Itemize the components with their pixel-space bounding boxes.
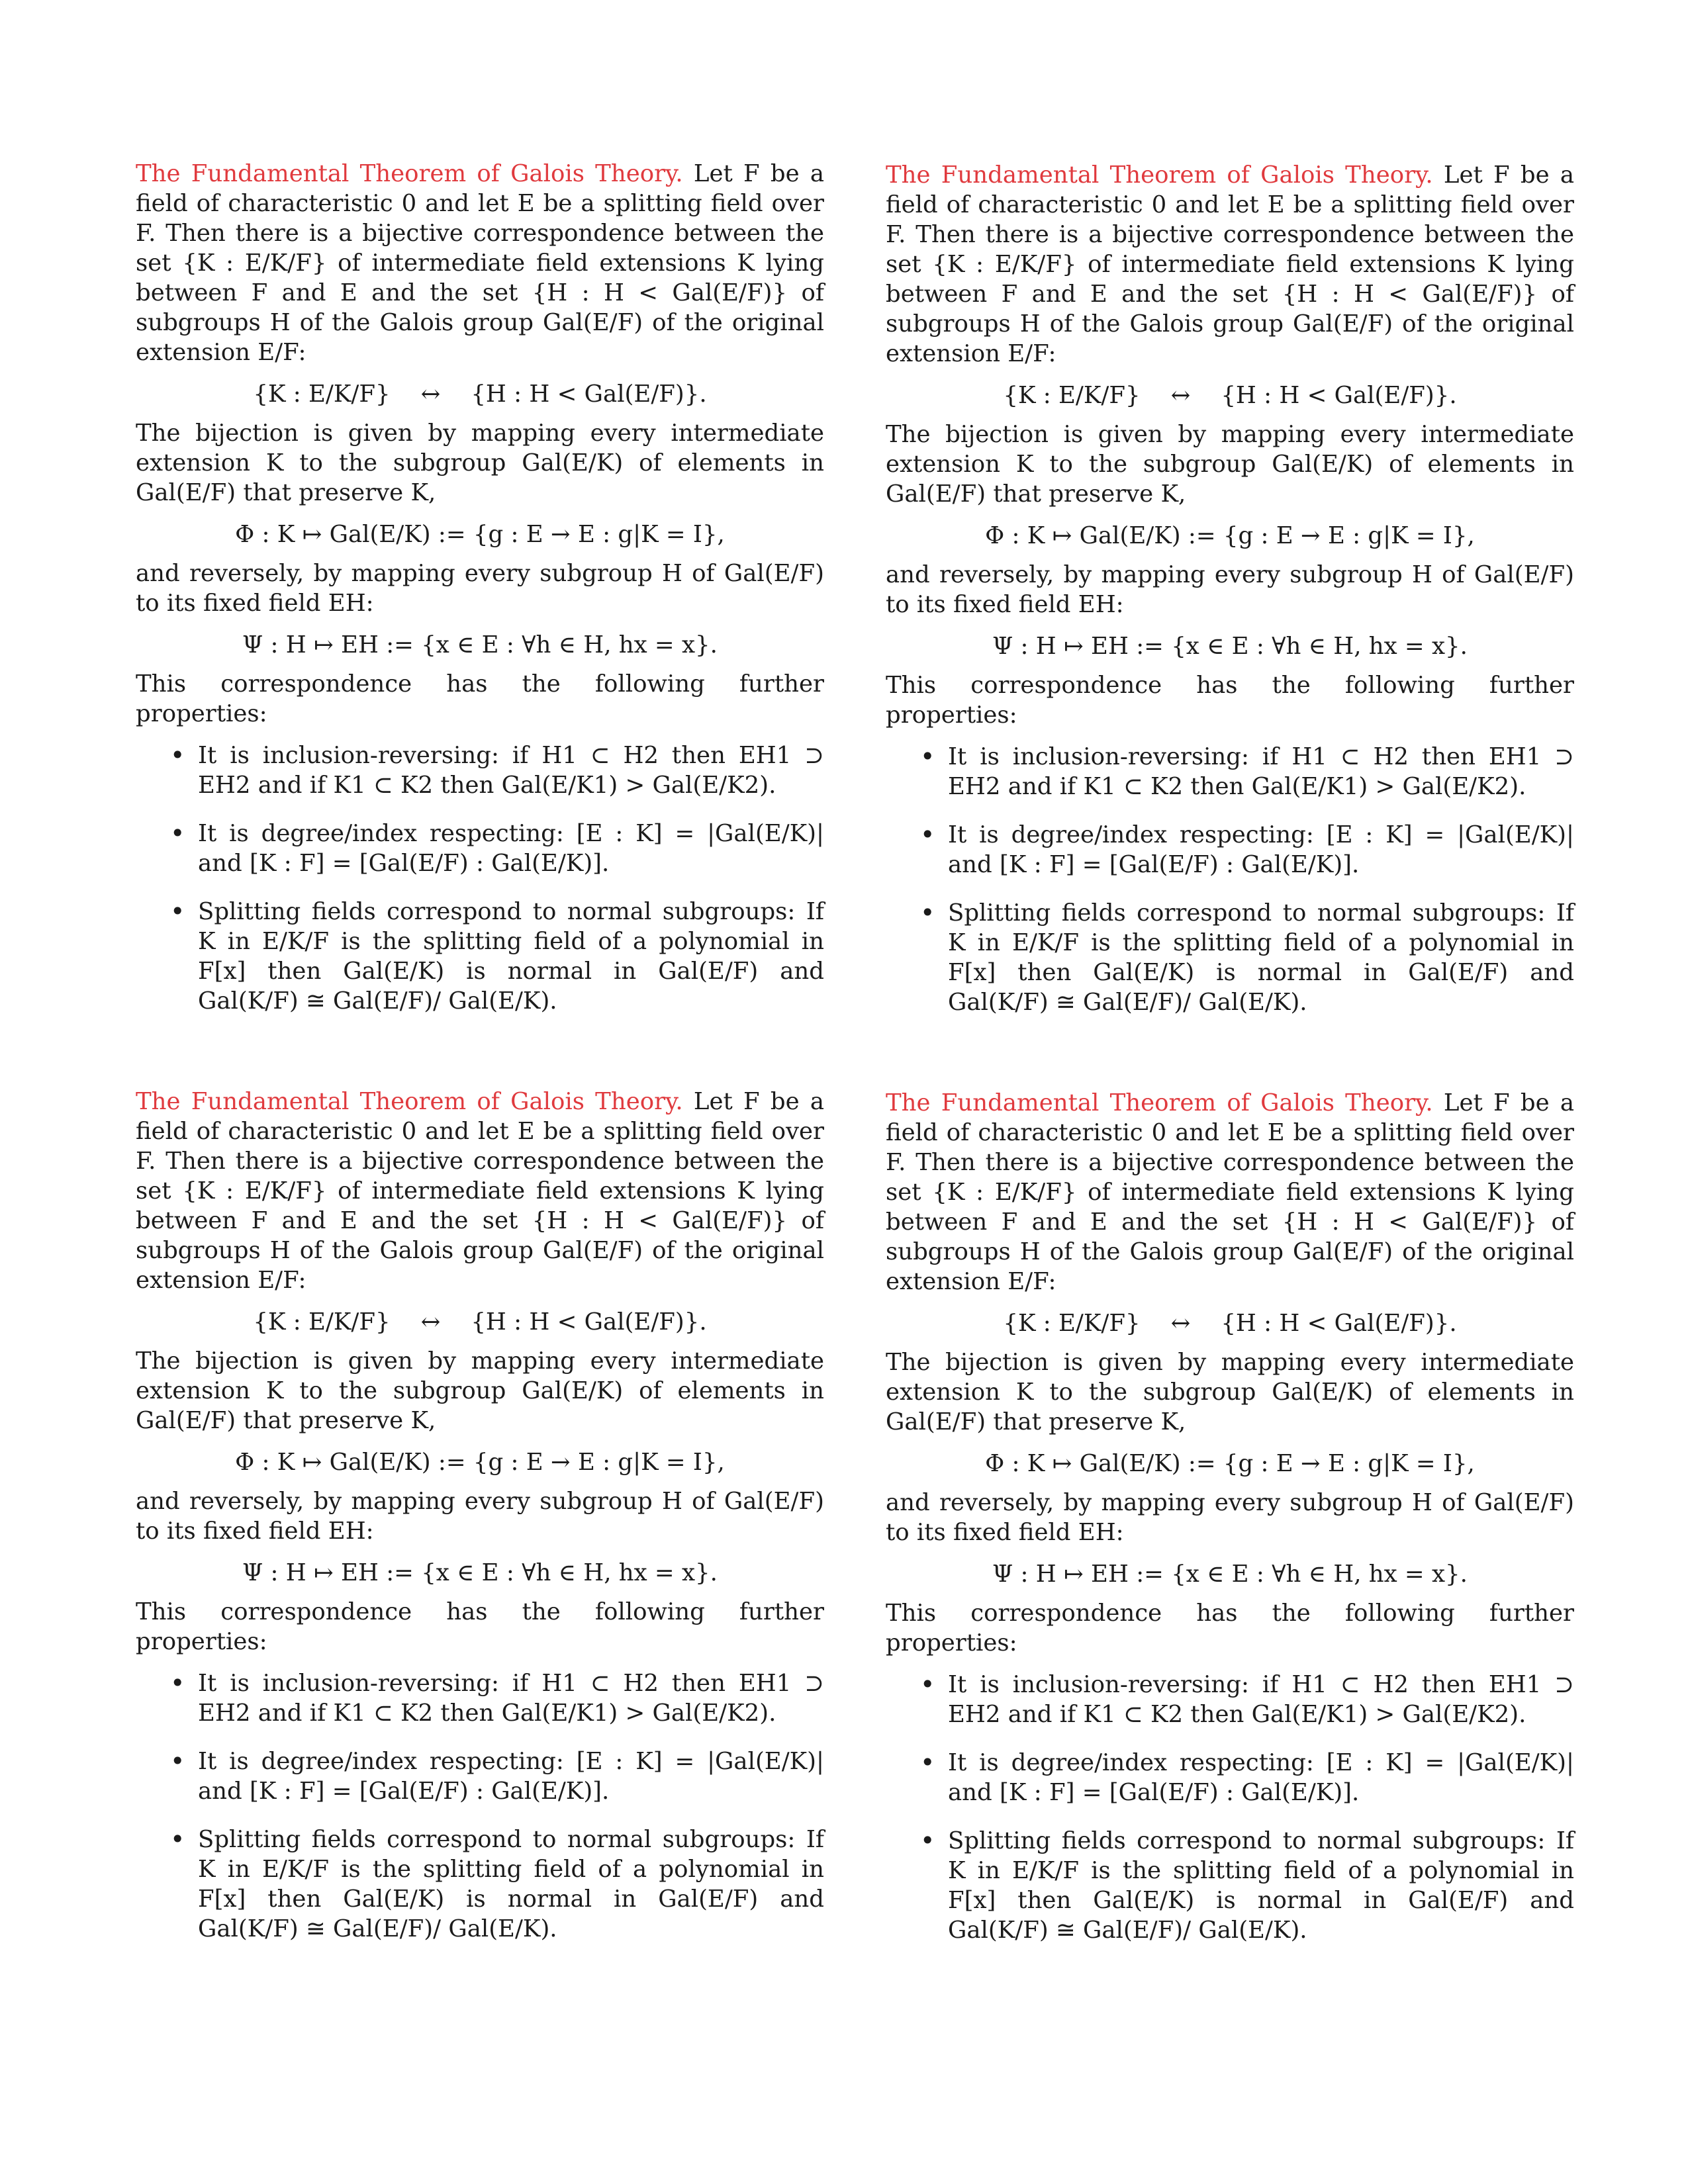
phi-formula: Φ : K ↦ Gal(E/K) := {g : E → E : g|K = I},: [235, 1449, 725, 1476]
correspondence-arrow: ↔: [420, 381, 441, 408]
properties-list: [136, 741, 824, 1016]
theorem-card-top-left: [136, 159, 824, 1034]
correspondence-left: {K : E/K/F}: [1003, 1310, 1141, 1337]
reverse-text: and reversely, by mapping every subgroup H of Gal(E/F) to its fixed field EH:: [886, 1489, 1574, 1546]
further-text: This correspondence has the following further properties:: [136, 1598, 824, 1655]
theorem-card-top-right: [886, 160, 1574, 1036]
further-text: This correspondence has the following further properties:: [886, 672, 1574, 729]
theorem-intro: [886, 1088, 1574, 1297]
property-item: • Splitting fields correspond to normal subgroups: If K in E/K/F is the splitting field of a polynomial in F[x] then Gal(E/K) is normal in Gal(E/F) and Gal(K/F) ≅ Gal(E/F)/ Gal(E/K).: [198, 897, 824, 1016]
psi-formula: Ψ : H ↦ EH := {x ∈ E : ∀h ∈ H, hx = x}.: [242, 631, 718, 659]
psi-formula: Ψ : H ↦ EH := {x ∈ E : ∀h ∈ H, hx = x}.: [992, 1561, 1468, 1588]
theorem-intro: [136, 159, 824, 367]
reverse-text: and reversely, by mapping every subgroup H of Gal(E/F) to its fixed field EH:: [886, 561, 1574, 618]
bijection-text: The bijection is given by mapping every intermediate extension K to the subgroup Gal(E/K) of elements in Gal(E/F) that preserve K,: [136, 420, 824, 506]
bijection-text: The bijection is given by mapping every intermediate extension K to the subgroup Gal(E/K) of elements in Gal(E/F) that preserve K,: [136, 1347, 824, 1434]
properties-list: [136, 1668, 824, 1944]
theorem-title: The Fundamental Theorem of Galois Theory.: [886, 161, 1433, 189]
intro-text: Let F be a field of characteristic 0 and let E be a splitting field over F. Then there is a bijective correspondence between the set {K : E/K/F} of intermediate field extensions K lying between F and E and the set {H : H < Gal(E/F)} of subgroups H of the Galois group Gal(E/F) of the original extension E/F:: [136, 1088, 824, 1294]
property-item: • It is degree/index respecting: [E : K] = |Gal(E/K)| and [K : F] = [Gal(E/F) : Gal(E/K)].: [948, 820, 1574, 880]
correspondence-left: {K : E/K/F}: [253, 1308, 391, 1336]
property-item: • It is degree/index respecting: [E : K] = |Gal(E/K)| and [K : F] = [Gal(E/F) : Gal(E/K)].: [198, 819, 824, 878]
theorem-intro: [136, 1087, 824, 1295]
correspondence-arrow: ↔: [1170, 382, 1191, 409]
property-item: • Splitting fields correspond to normal subgroups: If K in E/K/F is the splitting field of a polynomial in F[x] then Gal(E/K) is normal in Gal(E/F) and Gal(K/F) ≅ Gal(E/F)/ Gal(E/K).: [948, 1826, 1574, 1945]
psi-formula: Ψ : H ↦ EH := {x ∈ E : ∀h ∈ H, hx = x}.: [242, 1559, 718, 1586]
reverse-text: and reversely, by mapping every subgroup H of Gal(E/F) to its fixed field EH:: [136, 1488, 824, 1545]
reverse-text: and reversely, by mapping every subgroup H of Gal(E/F) to its fixed field EH:: [136, 560, 824, 617]
further-text: This correspondence has the following further properties:: [136, 670, 824, 727]
correspondence-left: {K : E/K/F}: [253, 381, 391, 408]
correspondence-right: {H : H < Gal(E/F)}.: [1221, 382, 1457, 409]
correspondence-display: [136, 379, 824, 409]
theorem-intro: [886, 160, 1574, 369]
intro-text: Let F be a field of characteristic 0 and let E be a splitting field over F. Then there is a bijective correspondence between the set {K : E/K/F} of intermediate field extensions K lying between F and E and the set {H : H < Gal(E/F)} of subgroups H of the Galois group Gal(E/F) of the original extension E/F:: [886, 161, 1574, 367]
property-item: • Splitting fields correspond to normal subgroups: If K in E/K/F is the splitting field of a polynomial in F[x] then Gal(E/K) is normal in Gal(E/F) and Gal(K/F) ≅ Gal(E/F)/ Gal(E/K).: [948, 898, 1574, 1017]
correspondence-right: {H : H < Gal(E/F)}.: [471, 1308, 707, 1336]
property-item: • It is degree/index respecting: [E : K] = |Gal(E/K)| and [K : F] = [Gal(E/F) : Gal(E/K)].: [198, 1747, 824, 1806]
bijection-text: The bijection is given by mapping every intermediate extension K to the subgroup Gal(E/K) of elements in Gal(E/F) that preserve K,: [886, 421, 1574, 508]
properties-list: [886, 1670, 1574, 1945]
property-item: • Splitting fields correspond to normal subgroups: If K in E/K/F is the splitting field of a polynomial in F[x] then Gal(E/K) is normal in Gal(E/F) and Gal(K/F) ≅ Gal(E/F)/ Gal(E/K).: [198, 1825, 824, 1944]
phi-formula: Φ : K ↦ Gal(E/K) := {g : E → E : g|K = I},: [985, 1450, 1475, 1477]
theorem-title: The Fundamental Theorem of Galois Theory.: [136, 1088, 683, 1115]
correspondence-right: {H : H < Gal(E/F)}.: [471, 381, 707, 408]
correspondence-left: {K : E/K/F}: [1003, 382, 1141, 409]
property-item: • It is inclusion-reversing: if H1 ⊂ H2 then EH1 ⊃ EH2 and if K1 ⊂ K2 then Gal(E/K1) > Gal(E/K2).: [948, 1670, 1574, 1729]
property-item: • It is inclusion-reversing: if H1 ⊂ H2 then EH1 ⊃ EH2 and if K1 ⊂ K2 then Gal(E/K1) > Gal(E/K2).: [948, 742, 1574, 801]
bijection-text: The bijection is given by mapping every intermediate extension K to the subgroup Gal(E/K) of elements in Gal(E/F) that preserve K,: [886, 1349, 1574, 1435]
intro-text: Let F be a field of characteristic 0 and let E be a splitting field over F. Then there is a bijective correspondence between the set {K : E/K/F} of intermediate field extensions K lying between F and E and the set {H : H < Gal(E/F)} of subgroups H of the Galois group Gal(E/F) of the original extension E/F:: [136, 160, 824, 366]
correspondence-display: [136, 1307, 824, 1337]
theorem-title: The Fundamental Theorem of Galois Theory.: [886, 1089, 1433, 1116]
properties-list: [886, 742, 1574, 1017]
property-item: • It is inclusion-reversing: if H1 ⊂ H2 then EH1 ⊃ EH2 and if K1 ⊂ K2 then Gal(E/K1) > Gal(E/K2).: [198, 741, 824, 800]
further-text: This correspondence has the following further properties:: [886, 1600, 1574, 1657]
phi-formula: Φ : K ↦ Gal(E/K) := {g : E → E : g|K = I},: [985, 522, 1475, 549]
theorem-title: The Fundamental Theorem of Galois Theory.: [136, 160, 683, 187]
intro-text: Let F be a field of characteristic 0 and let E be a splitting field over F. Then there is a bijective correspondence between the set {K : E/K/F} of intermediate field extensions K lying between F and E and the set {H : H < Gal(E/F)} of subgroups H of the Galois group Gal(E/F) of the original extension E/F:: [886, 1089, 1574, 1295]
phi-formula: Φ : K ↦ Gal(E/K) := {g : E → E : g|K = I},: [235, 521, 725, 548]
property-item: • It is degree/index respecting: [E : K] = |Gal(E/K)| and [K : F] = [Gal(E/F) : Gal(E/K)].: [948, 1748, 1574, 1807]
correspondence-right: {H : H < Gal(E/F)}.: [1221, 1310, 1457, 1337]
property-item: • It is inclusion-reversing: if H1 ⊂ H2 then EH1 ⊃ EH2 and if K1 ⊂ K2 then Gal(E/K1) > Gal(E/K2).: [198, 1668, 824, 1728]
correspondence-display: [886, 1308, 1574, 1338]
theorem-card-bottom-left: [136, 1087, 824, 1962]
theorem-card-bottom-right: [886, 1088, 1574, 1964]
psi-formula: Ψ : H ↦ EH := {x ∈ E : ∀h ∈ H, hx = x}.: [992, 633, 1468, 660]
correspondence-arrow: ↔: [1170, 1310, 1191, 1337]
correspondence-arrow: ↔: [420, 1308, 441, 1336]
correspondence-display: [886, 381, 1574, 410]
